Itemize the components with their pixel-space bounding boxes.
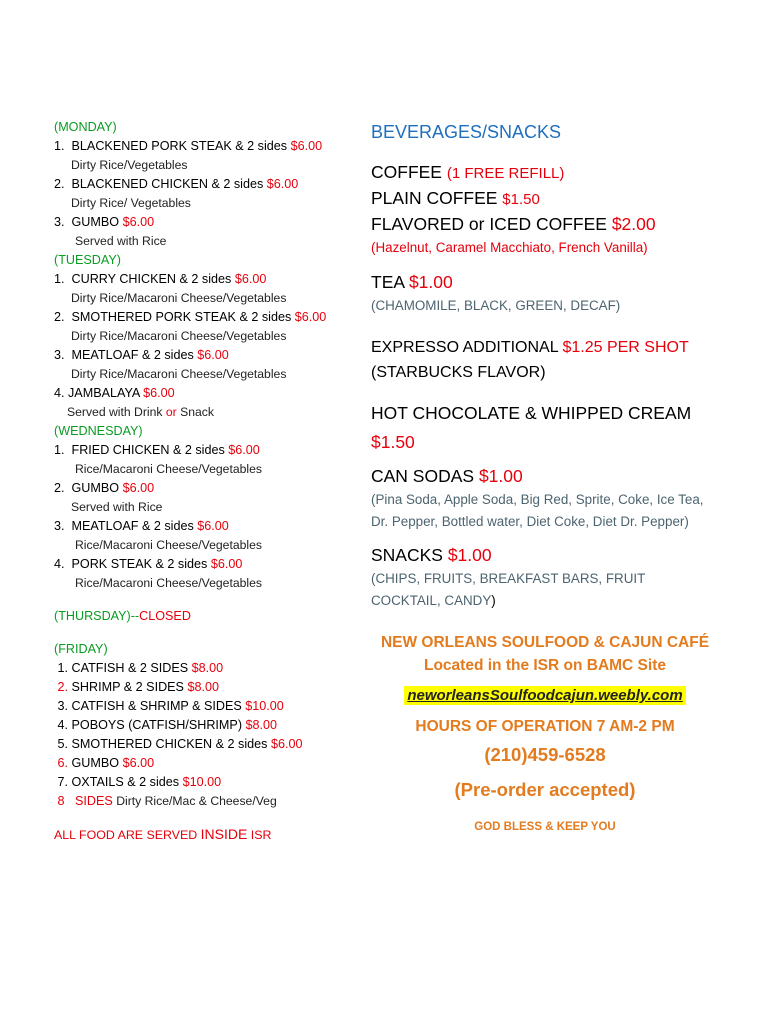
item-price: $6.00 bbox=[270, 737, 303, 751]
item-sides: Dirty Rice/Macaroni Cheese/Vegetables bbox=[71, 291, 287, 305]
snacks-label: SNACKS bbox=[371, 545, 448, 565]
item-number: 2. bbox=[54, 481, 65, 495]
item-sides: Snack bbox=[176, 405, 214, 419]
flavored-coffee-line bbox=[371, 212, 743, 237]
menu-item bbox=[54, 137, 364, 175]
item-name: CATFISH & SHRIMP & SIDES bbox=[68, 699, 246, 713]
coffee-flavors: (Hazelnut, Caramel Macchiato, French Vanilla) bbox=[371, 240, 648, 255]
item-price: $10.00 bbox=[182, 775, 222, 789]
item-number: 3. bbox=[54, 519, 65, 533]
day-heading-tuesday: (TUESDAY) bbox=[54, 253, 121, 267]
item-sides: Served with Rice bbox=[71, 500, 163, 514]
item-name: BLACKENED CHICKEN & 2 sides bbox=[71, 177, 267, 191]
coffee-refill: (1 FREE REFILL) bbox=[446, 165, 565, 182]
phone-number: (210)459-6528 bbox=[484, 744, 606, 765]
menu-item bbox=[54, 346, 364, 384]
item-price: $6.00 bbox=[143, 386, 175, 400]
can-sodas-line bbox=[371, 464, 743, 489]
flavored-coffee-label: FLAVORED or ICED COFFEE bbox=[371, 214, 612, 234]
tea-price: $1.00 bbox=[408, 272, 453, 292]
preorder-note: (Pre-order accepted) bbox=[454, 779, 636, 800]
menu-item bbox=[54, 441, 364, 479]
item-name: CATFISH & 2 SIDES bbox=[68, 661, 192, 675]
plain-coffee-line bbox=[371, 186, 743, 212]
day-heading-thursday bbox=[54, 607, 364, 626]
menu-item bbox=[54, 754, 364, 773]
item-name: GUMBO bbox=[68, 756, 123, 770]
item-name: SMOTHERED CHICKEN & 2 sides bbox=[68, 737, 271, 751]
item-sides: Dirty Rice/Macaroni Cheese/Vegetables bbox=[71, 329, 287, 343]
item-name: CURRY CHICKEN & 2 sides bbox=[71, 272, 235, 286]
item-name: MEATLOAF & 2 sides bbox=[71, 519, 198, 533]
can-sodas-label: CAN SODAS bbox=[371, 466, 479, 486]
item-number: 1. bbox=[57, 661, 69, 675]
plain-coffee-price: $1.50 bbox=[502, 191, 540, 208]
cafe-location: Located in the ISR on BAMC Site bbox=[424, 657, 666, 674]
item-price: $6.00 bbox=[294, 310, 327, 324]
item-name: FRIED CHICKEN & 2 sides bbox=[71, 443, 229, 457]
item-name: BLACKENED PORK STEAK & 2 sides bbox=[71, 139, 291, 153]
menu-item bbox=[54, 555, 364, 593]
item-name: PORK STEAK & 2 sides bbox=[71, 557, 211, 571]
coffee-line bbox=[371, 160, 743, 186]
sodas-list: (Pina Soda, Apple Soda, Big Red, Sprite, Coke, Ice Tea, Dr. Pepper, Bottled water, Diet Coke, Diet Dr. Pepper) bbox=[371, 492, 704, 529]
item-number: 6. bbox=[57, 756, 69, 770]
item-name: OXTAILS & 2 sides bbox=[68, 775, 183, 789]
item-sides-or: or bbox=[165, 405, 177, 419]
item-price: $6.00 bbox=[197, 348, 229, 362]
item-number: 7. bbox=[57, 775, 69, 789]
menu-item bbox=[54, 213, 364, 251]
item-number: 1. bbox=[54, 272, 65, 286]
item-price: $6.00 bbox=[122, 756, 155, 770]
snacks-line bbox=[371, 543, 743, 568]
blessing: GOD BLESS & KEEP YOU bbox=[474, 821, 616, 833]
plain-coffee-label: PLAIN COFFEE bbox=[371, 188, 503, 208]
beverage-menu bbox=[371, 118, 743, 844]
snacks-price: $1.00 bbox=[447, 545, 492, 565]
hours-of-operation: HOURS OF OPERATION 7 AM-2 PM bbox=[415, 718, 675, 735]
menu-item bbox=[54, 479, 364, 517]
snacks-close: ) bbox=[491, 593, 496, 608]
served-text: ALL FOOD ARE SERVED bbox=[54, 828, 201, 842]
item-number: 8 bbox=[57, 794, 65, 808]
menu-item bbox=[54, 735, 364, 754]
menu-item bbox=[54, 792, 364, 811]
item-sides: Dirty Rice/ Vegetables bbox=[71, 196, 191, 210]
item-name: SIDES bbox=[75, 794, 113, 808]
item-name: GUMBO bbox=[71, 481, 123, 495]
item-price: $6.00 bbox=[122, 215, 155, 229]
menu-item bbox=[54, 716, 364, 735]
expresso-price: $1.25 PER SHOT bbox=[562, 339, 689, 356]
item-sides: Rice/Macaroni Cheese/Vegetables bbox=[75, 576, 262, 590]
item-price: $6.00 bbox=[228, 443, 260, 457]
item-price: $6.00 bbox=[197, 519, 229, 533]
item-name: SHRIMP & 2 SIDES bbox=[68, 680, 188, 694]
menu-item bbox=[54, 175, 364, 213]
item-sides: Served with Rice bbox=[75, 234, 167, 248]
item-name: 4. JAMBALAYA bbox=[54, 386, 144, 400]
item-number: 1. bbox=[54, 139, 65, 153]
item-number: 2. bbox=[57, 680, 69, 694]
item-number: 4. bbox=[54, 557, 65, 571]
item-sides: Dirty Rice/Mac & Cheese/Veg bbox=[112, 794, 277, 808]
item-price: $8.00 bbox=[191, 661, 224, 675]
hot-chocolate-price: $1.50 bbox=[371, 432, 415, 452]
item-number: 4. bbox=[57, 718, 69, 732]
menu-item bbox=[54, 517, 364, 555]
day-heading-monday: (MONDAY) bbox=[54, 120, 117, 134]
closed-label: CLOSED bbox=[139, 609, 191, 623]
menu-item bbox=[54, 773, 364, 792]
item-sides: Served with Drink bbox=[67, 405, 166, 419]
starbucks-flavor: (STARBUCKS FLAVOR) bbox=[371, 364, 546, 381]
snacks-items: (CHIPS, FRUITS, BREAKFAST BARS, FRUIT COCKTAIL, CANDY bbox=[371, 571, 646, 608]
item-price: $6.00 bbox=[266, 177, 299, 191]
cafe-name: NEW ORLEANS SOULFOOD & CAJUN CAFÉ bbox=[380, 634, 710, 651]
item-price: $10.00 bbox=[245, 699, 284, 713]
tea-line bbox=[371, 270, 743, 295]
item-name: MEATLOAF & 2 sides bbox=[71, 348, 198, 362]
item-name: GUMBO bbox=[71, 215, 123, 229]
hot-chocolate-line: HOT CHOCOLATE & WHIPPED CREAM bbox=[371, 403, 692, 423]
item-sides: Dirty Rice/Vegetables bbox=[71, 158, 188, 172]
item-number: 2. bbox=[54, 177, 65, 191]
menu-item bbox=[54, 697, 364, 716]
item-sides: Dirty Rice/Macaroni Cheese/Vegetables bbox=[71, 367, 287, 381]
item-number: 5. bbox=[57, 737, 69, 751]
coffee-label: COFFEE bbox=[371, 162, 447, 182]
can-sodas-price: $1.00 bbox=[478, 466, 523, 486]
menu-item bbox=[54, 678, 364, 697]
item-price: $6.00 bbox=[122, 481, 155, 495]
thursday-label: (THURSDAY)-- bbox=[54, 609, 140, 623]
menu-item bbox=[54, 270, 364, 308]
menu-item bbox=[54, 384, 364, 422]
food-menu bbox=[54, 118, 364, 845]
item-number: 1. bbox=[54, 443, 65, 457]
expresso-label: EXPRESSO ADDITIONAL bbox=[371, 339, 563, 356]
item-number: 3. bbox=[54, 348, 65, 362]
item-name: SMOTHERED PORK STEAK & 2 sides bbox=[71, 310, 295, 324]
item-price: $6.00 bbox=[290, 139, 323, 153]
item-number: 2. bbox=[54, 310, 65, 324]
served-inside-note bbox=[54, 825, 364, 845]
tea-label: TEA bbox=[371, 272, 409, 292]
website-link[interactable]: neworleansSoulfoodcajun.weebly.com bbox=[404, 686, 685, 705]
item-number: 3. bbox=[57, 699, 69, 713]
menu-item bbox=[54, 659, 364, 678]
item-name: POBOYS (CATFISH/SHRIMP) bbox=[68, 718, 246, 732]
day-heading-friday: (FRIDAY) bbox=[54, 642, 108, 656]
item-price: $6.00 bbox=[210, 557, 243, 571]
cafe-info bbox=[365, 632, 725, 844]
menu-item bbox=[54, 308, 364, 346]
item-price: $6.00 bbox=[234, 272, 267, 286]
served-inside: INSIDE bbox=[200, 826, 248, 842]
day-heading-wednesday: (WEDNESDAY) bbox=[54, 424, 143, 438]
flavored-coffee-price: $2.00 bbox=[611, 214, 656, 234]
beverages-heading: BEVERAGES/SNACKS bbox=[371, 122, 562, 142]
item-number: 3. bbox=[54, 215, 65, 229]
item-sides: Rice/Macaroni Cheese/Vegetables bbox=[75, 462, 262, 476]
item-price: $8.00 bbox=[187, 680, 219, 694]
snacks-list bbox=[371, 568, 671, 612]
tea-kinds: (CHAMOMILE, BLACK, GREEN, DECAF) bbox=[371, 298, 621, 313]
expresso-line bbox=[371, 335, 743, 360]
item-sides: Rice/Macaroni Cheese/Vegetables bbox=[75, 538, 262, 552]
served-isr: ISR bbox=[247, 828, 272, 842]
item-price: $8.00 bbox=[245, 718, 278, 732]
